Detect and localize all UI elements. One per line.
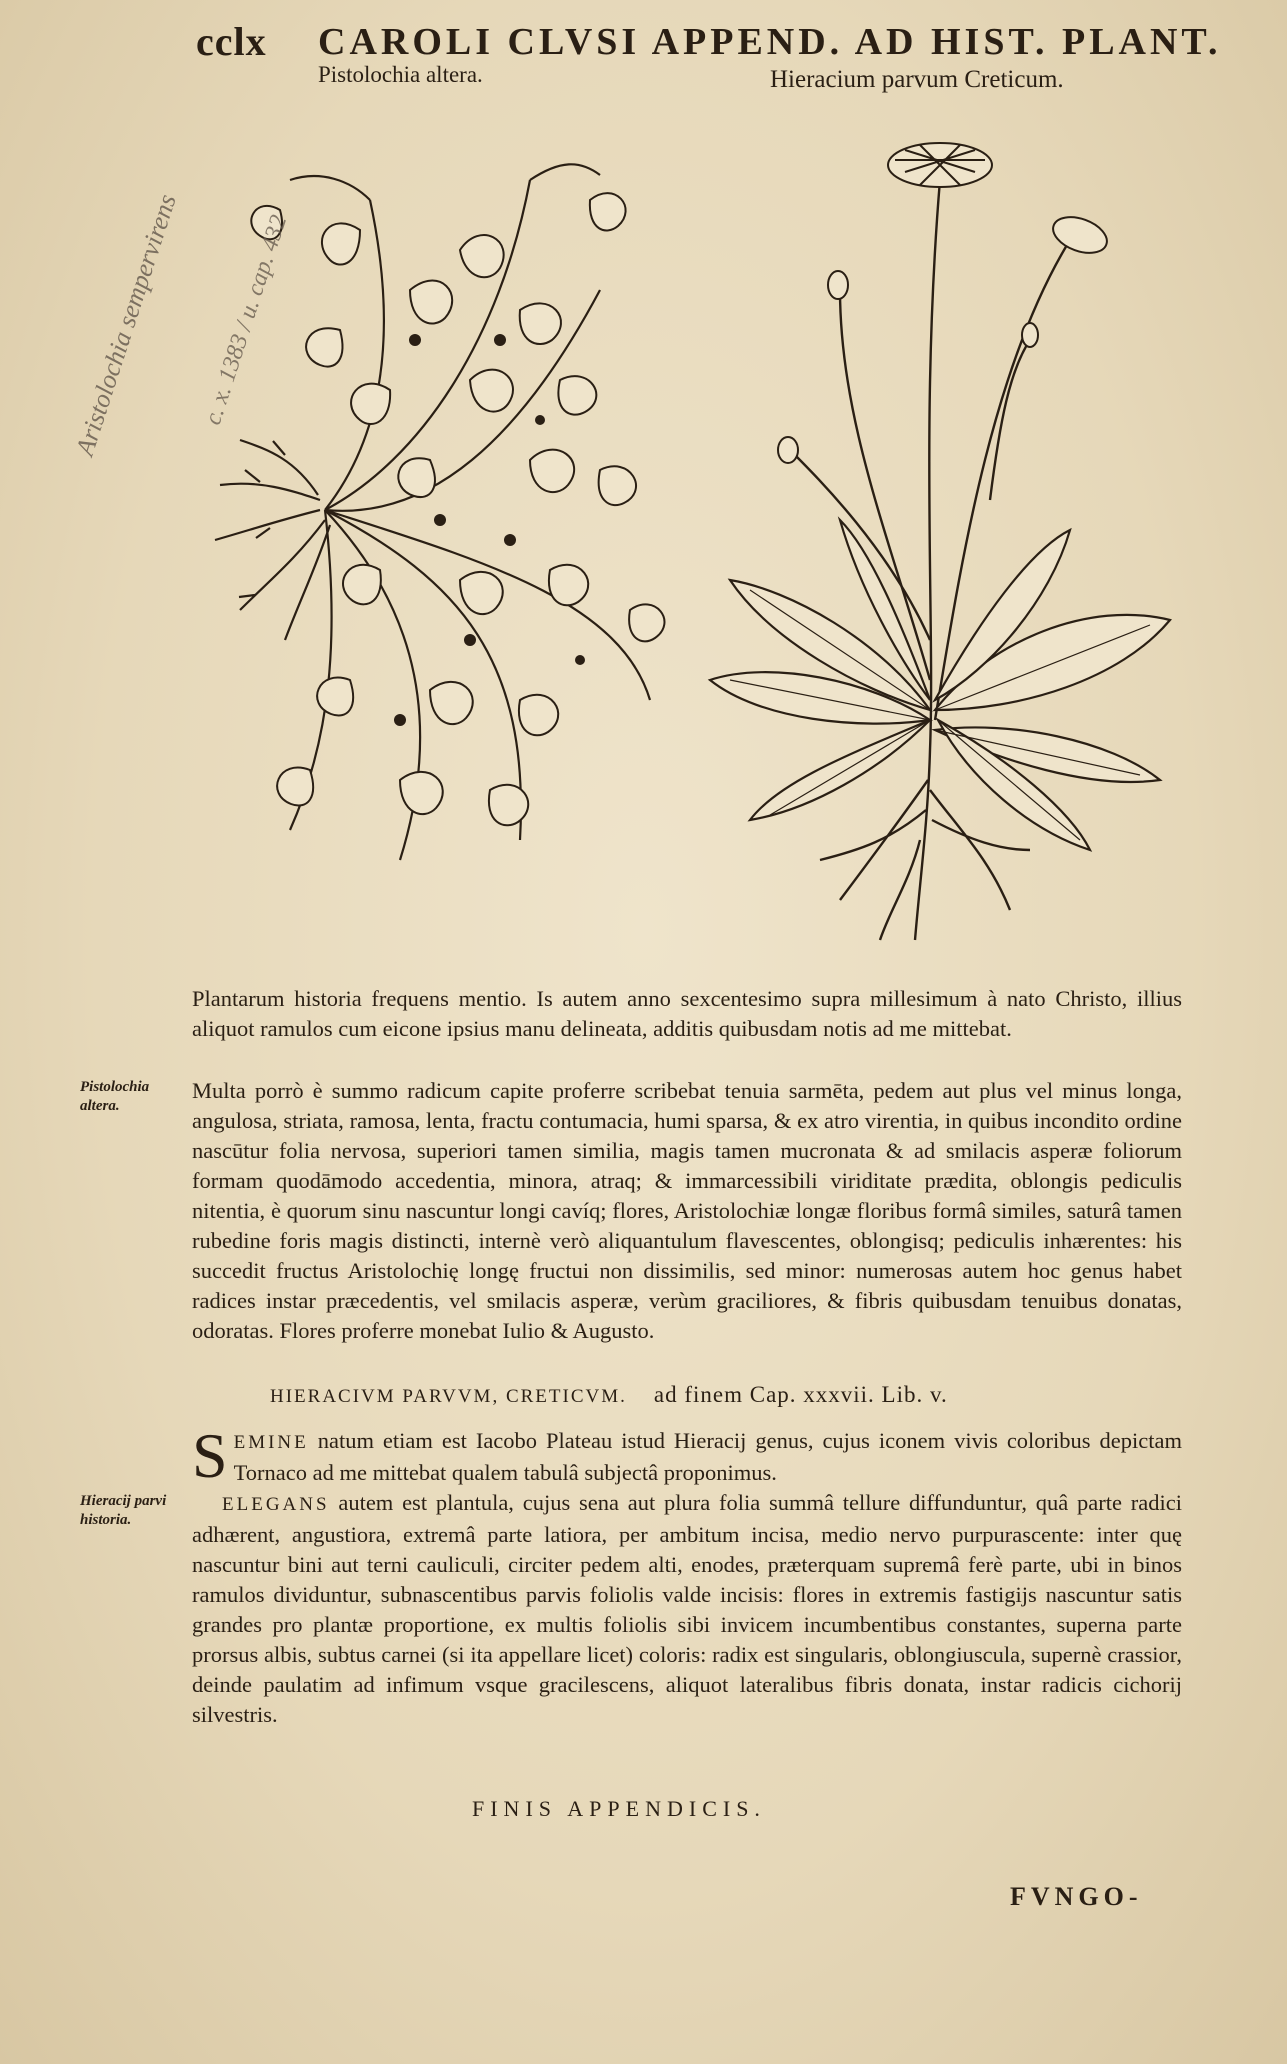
hieracium-woodcut-illustration bbox=[690, 120, 1190, 960]
paragraph-intro-text: Plantarum historia frequens mentio. Is autem anno sexcentesimo supra millesimum à nato Christo, illius aliquot ramulos cum eicone ipsius manu delineata, additis quibusdam notis ad me mittebat. bbox=[192, 986, 1182, 1041]
lead-word: ELEGANS bbox=[222, 1494, 330, 1515]
lead-word: EMINE bbox=[233, 1432, 309, 1453]
section-heading-title: HIERACIVM PARVVM, CRETICVM. bbox=[270, 1386, 627, 1407]
handwritten-note-ref: c. x. 1383 / u. cap. 432 bbox=[200, 212, 293, 429]
margin-note-hieracium: Hieracij parvi historia. bbox=[80, 1493, 167, 1528]
caption-pistolochia: Pistolochia altera. bbox=[318, 62, 483, 87]
paragraph-hieracium-origin bbox=[192, 1420, 1182, 1491]
paragraph-pistolochia-text: Multa porrò è summo radicum capite proferre scribebat tenuia sarmēta, pedem aut plus vel minus longa, angulosa, striata, ramosa, lenta, fractu contumacia, humi sparsa, & ex atro virentia, in quibus incondito ordine nascūtur folia nervosa, superiori tamen similia, magis tamen mucronata & ad smilacis asperæ foliorum formam quodāmodo accedentia, minora, atraq; & immarcessibili viriditate prædita, oblongis pediculis nitentia, è quorum sinu nascuntur longi cavíq; flores, Aristolochiæ longæ floribus formâ similes, saturâ tamen rubedine foris magis distincti, internè verò aliquantulum flavescentes, oblongisq; pediculis inhærentes: his succedit fructus Aristolochię longę fructui non dissimilis, sed minor: numerosas autem hoc genus habet radices instar præcedentis, vel smilacis asperæ, verùm graciliores, & fibris quibusdam tenuibus donatas, odoratas. Flores proferre monebat Iulio & Augusto. bbox=[192, 1078, 1182, 1343]
margin-note-pistolochia: Pistolochia altera. bbox=[80, 1079, 150, 1114]
running-title: CAROLI CLVSI APPEND. AD HIST. PLANT. bbox=[318, 21, 1222, 63]
paragraph-pistolochia bbox=[192, 1076, 1182, 1346]
paragraph-hieracium-description bbox=[192, 1488, 1182, 1730]
section-heading-hieracium bbox=[270, 1382, 948, 1408]
finis-appendicis: FINIS APPENDICIS. bbox=[472, 1796, 766, 1821]
caption-hieracium: Hieracium parvum Creticum. bbox=[770, 66, 1064, 93]
handwritten-note: Aristolochia sempervirens bbox=[70, 190, 182, 459]
paragraph-hieracium-origin-text: natum etiam est Iacobo Plateau istud Hieracij genus, cujus iconem vivis coloribus depictam Tornaco ad me mittebat qualem tabulâ subjectâ proponimus. bbox=[233, 1428, 1182, 1485]
paragraph-hieracium-description-text: autem est plantula, cujus sena aut plura folia summâ tellure diffunduntur, quâ parte radici adhærent, angustiora, extremâ parte latiora, per ambitum incisa, medio nervo purpurascente: inter quę nascuntur bini aut terni cauliculi, circiter pedem alti, enodes, præterquam supremâ ferè parte, ubi in binos ramulos dividuntur, subnascentibus parvis foliolis valde incisis: flores in extremis fastigijs nascuntur satis grandes pro plantæ proportione, ex multis foliolis sibi invicem incumbentibus constantes, superna parte prorsus albis, subtus carnei (si ita appellare licet) coloris: radix est singularis, oblongiuscula, supernè crassior, deinde paulatim ad infimum vsque gracilescens, aliquot lateralibus fibris donata, instar radicis cichorij silvestris. bbox=[192, 1490, 1182, 1727]
drop-cap: S bbox=[192, 1420, 228, 1491]
page-number: cclx bbox=[196, 19, 267, 64]
paragraph-intro bbox=[192, 984, 1182, 1044]
catchword: FVNGO- bbox=[1010, 1882, 1143, 1911]
section-heading-reference: ad finem Cap. xxxvii. Lib. v. bbox=[653, 1382, 948, 1407]
